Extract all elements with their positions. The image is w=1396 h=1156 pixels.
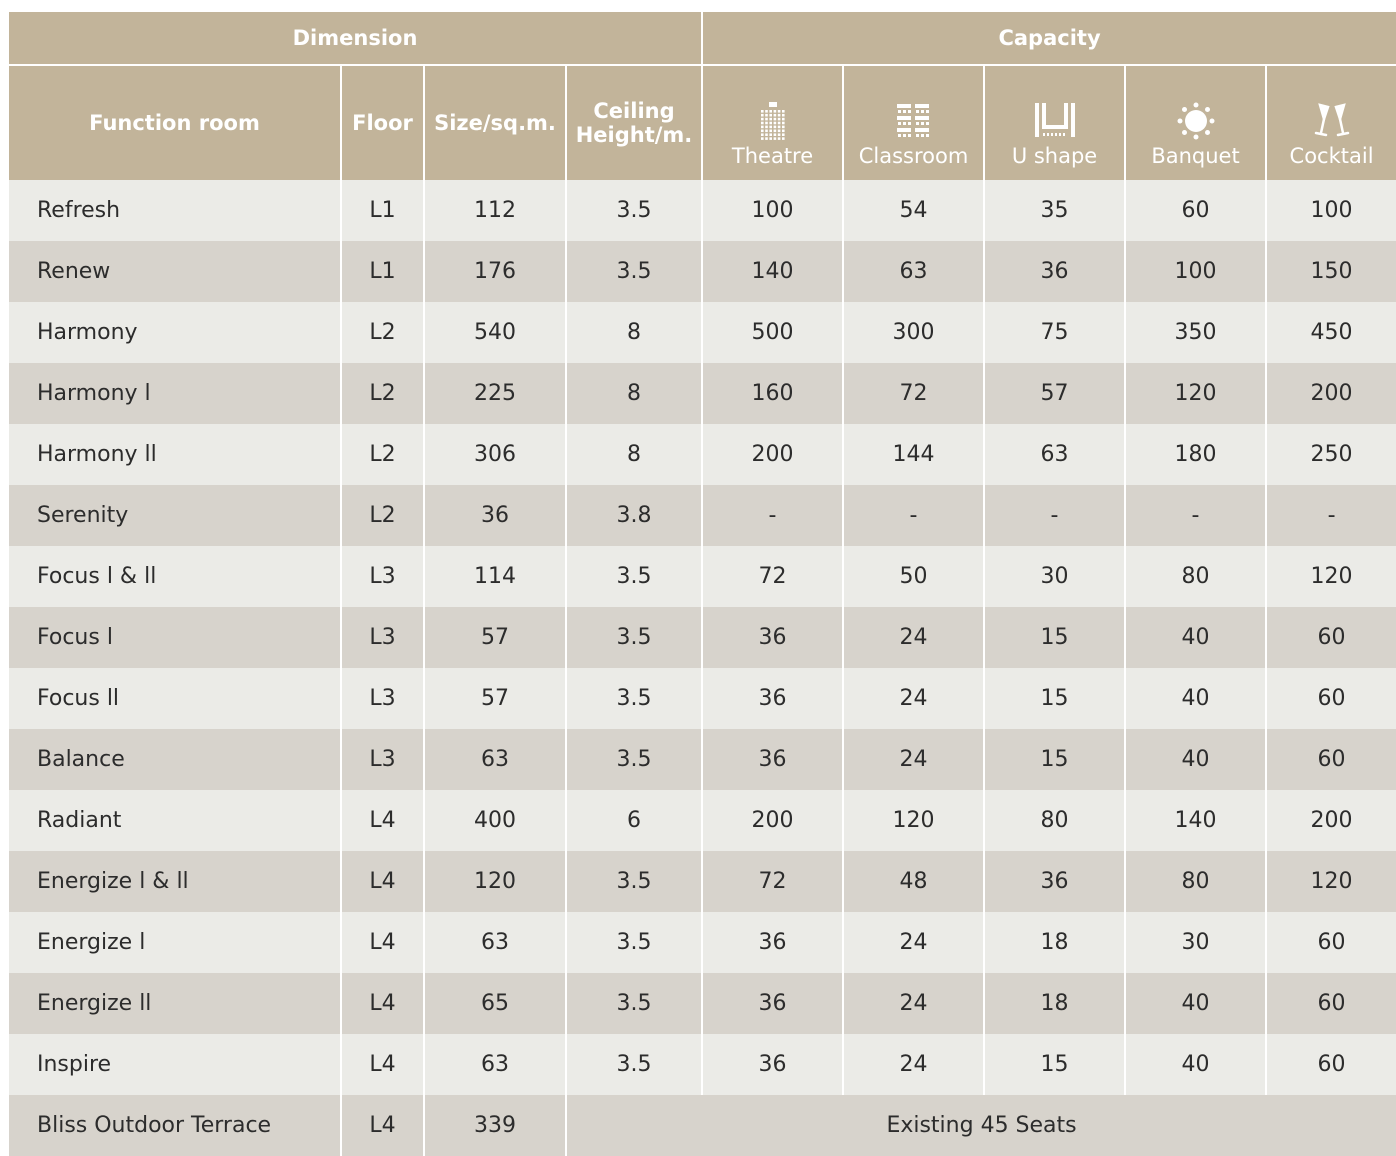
ceiling-cell: 3.5 — [566, 607, 702, 668]
table-row — [9, 241, 1396, 302]
floor-cell: L1 — [341, 241, 424, 302]
u-shape-header — [984, 65, 1125, 180]
column-header-row — [9, 65, 1396, 180]
size-header: Size/sq.m. — [424, 65, 566, 180]
floor-cell: L2 — [341, 485, 424, 546]
size-cell: 400 — [424, 790, 566, 851]
ceiling-cell: 3.8 — [566, 485, 702, 546]
function-room-header: Function room — [9, 65, 341, 180]
room-name-cell: Refresh — [9, 180, 341, 241]
banquet-cell: 100 — [1125, 241, 1266, 302]
u-shape-cell: 18 — [984, 973, 1125, 1034]
floor-cell: L3 — [341, 668, 424, 729]
ceiling-cell: 3.5 — [566, 851, 702, 912]
room-name-cell: Inspire — [9, 1034, 341, 1095]
u-shape-icon — [985, 100, 1124, 140]
table-row — [9, 729, 1396, 790]
u-shape-cell: 30 — [984, 546, 1125, 607]
room-name-cell: Harmony — [9, 302, 341, 363]
size-cell: 57 — [424, 668, 566, 729]
size-cell: 540 — [424, 302, 566, 363]
ceiling-height-header — [566, 65, 702, 180]
banquet-cell: 60 — [1125, 180, 1266, 241]
ceiling-header-line1: Ceiling — [593, 99, 675, 123]
theatre-cell: 36 — [702, 668, 843, 729]
u-shape-cell: 36 — [984, 241, 1125, 302]
ceiling-cell: 6 — [566, 790, 702, 851]
banquet-cell: 40 — [1125, 668, 1266, 729]
u-shape-cell: 35 — [984, 180, 1125, 241]
u-shape-cell: 80 — [984, 790, 1125, 851]
table-row — [9, 973, 1396, 1034]
cocktail-cell: - — [1266, 485, 1396, 546]
dimension-header: Dimension — [9, 12, 702, 65]
room-name-cell: Serenity — [9, 485, 341, 546]
cocktail-cell: 150 — [1266, 241, 1396, 302]
size-cell: 65 — [424, 973, 566, 1034]
banquet-cell: 80 — [1125, 546, 1266, 607]
ceiling-cell: 3.5 — [566, 1034, 702, 1095]
floor-cell: L4 — [341, 1034, 424, 1095]
room-name-cell: Balance — [9, 729, 341, 790]
cocktail-cell: 200 — [1266, 363, 1396, 424]
table-row — [9, 790, 1396, 851]
theatre-cell: 100 — [702, 180, 843, 241]
cocktail-label: Cocktail — [1289, 144, 1374, 168]
banquet-icon — [1126, 100, 1265, 140]
cocktail-cell: 60 — [1266, 729, 1396, 790]
classroom-cell: 300 — [843, 302, 984, 363]
banquet-label: Banquet — [1151, 144, 1240, 168]
banquet-cell: 30 — [1125, 912, 1266, 973]
table-row — [9, 546, 1396, 607]
classroom-cell: 48 — [843, 851, 984, 912]
u-shape-cell: 75 — [984, 302, 1125, 363]
classroom-cell: 72 — [843, 363, 984, 424]
floor-cell: L1 — [341, 180, 424, 241]
table-row — [9, 912, 1396, 973]
size-cell: 57 — [424, 607, 566, 668]
ceiling-cell: 3.5 — [566, 180, 702, 241]
classroom-label: Classroom — [858, 144, 969, 168]
size-cell: 36 — [424, 485, 566, 546]
floor-cell: L2 — [341, 302, 424, 363]
table-row — [9, 363, 1396, 424]
cocktail-cell: 120 — [1266, 546, 1396, 607]
ceiling-cell: 8 — [566, 363, 702, 424]
cocktail-cell: 60 — [1266, 607, 1396, 668]
classroom-cell: 24 — [843, 729, 984, 790]
floor-header: Floor — [341, 65, 424, 180]
cocktail-cell: 100 — [1266, 180, 1396, 241]
room-name-cell: Harmony l — [9, 363, 341, 424]
table-row — [9, 1034, 1396, 1095]
cocktail-icon — [1267, 100, 1396, 140]
classroom-icon — [844, 100, 983, 140]
u-shape-cell: 15 — [984, 729, 1125, 790]
ceiling-cell: 3.5 — [566, 546, 702, 607]
room-name-cell: Focus l & ll — [9, 546, 341, 607]
cocktail-cell: 450 — [1266, 302, 1396, 363]
ceiling-cell: 8 — [566, 424, 702, 485]
floor-cell: L4 — [341, 973, 424, 1034]
u-shape-cell: 18 — [984, 912, 1125, 973]
cocktail-cell: 250 — [1266, 424, 1396, 485]
theatre-cell: 36 — [702, 973, 843, 1034]
size-cell: 63 — [424, 729, 566, 790]
u-shape-cell: 15 — [984, 607, 1125, 668]
size-cell: 225 — [424, 363, 566, 424]
size-cell: 112 — [424, 180, 566, 241]
theatre-cell: 36 — [702, 729, 843, 790]
floor-cell: L2 — [341, 424, 424, 485]
floor-cell: L3 — [341, 607, 424, 668]
ceiling-cell: 3.5 — [566, 912, 702, 973]
table-row — [9, 668, 1396, 729]
classroom-cell: 24 — [843, 607, 984, 668]
banquet-header — [1125, 65, 1266, 180]
floor-cell: L4 — [341, 851, 424, 912]
table-row — [9, 180, 1396, 241]
classroom-cell: 24 — [843, 668, 984, 729]
banquet-cell: 40 — [1125, 729, 1266, 790]
u-shape-cell: 15 — [984, 668, 1125, 729]
classroom-cell: 144 — [843, 424, 984, 485]
table-row — [9, 607, 1396, 668]
u-shape-cell: 63 — [984, 424, 1125, 485]
classroom-cell: 120 — [843, 790, 984, 851]
u-shape-label: U shape — [1011, 144, 1098, 168]
banquet-cell: 40 — [1125, 1034, 1266, 1095]
theatre-label: Theatre — [731, 144, 814, 168]
size-cell: 339 — [424, 1095, 566, 1156]
classroom-cell: 24 — [843, 912, 984, 973]
banquet-cell: 40 — [1125, 607, 1266, 668]
theatre-cell: 500 — [702, 302, 843, 363]
size-cell: 63 — [424, 912, 566, 973]
room-name-cell: Bliss Outdoor Terrace — [9, 1095, 341, 1156]
cocktail-cell: 60 — [1266, 668, 1396, 729]
classroom-cell: 24 — [843, 1034, 984, 1095]
theatre-cell: 160 — [702, 363, 843, 424]
table-row — [9, 851, 1396, 912]
ceiling-cell: 3.5 — [566, 973, 702, 1034]
ceiling-cell: 3.5 — [566, 241, 702, 302]
function-room-capacity-table — [9, 12, 1396, 1156]
theatre-cell: 72 — [702, 546, 843, 607]
theatre-cell: 72 — [702, 851, 843, 912]
banquet-cell: 80 — [1125, 851, 1266, 912]
classroom-cell: 63 — [843, 241, 984, 302]
room-name-cell: Renew — [9, 241, 341, 302]
classroom-header — [843, 65, 984, 180]
banquet-cell: 350 — [1125, 302, 1266, 363]
table-row-bliss — [9, 1095, 1396, 1156]
theatre-icon — [703, 100, 842, 140]
room-name-cell: Focus l — [9, 607, 341, 668]
banquet-cell: 140 — [1125, 790, 1266, 851]
cocktail-cell: 120 — [1266, 851, 1396, 912]
floor-cell: L4 — [341, 1095, 424, 1156]
theatre-cell: 36 — [702, 607, 843, 668]
size-cell: 63 — [424, 1034, 566, 1095]
size-cell: 120 — [424, 851, 566, 912]
theatre-cell: 36 — [702, 912, 843, 973]
floor-cell: L2 — [341, 363, 424, 424]
room-name-cell: Harmony ll — [9, 424, 341, 485]
table-row — [9, 485, 1396, 546]
cocktail-cell: 60 — [1266, 973, 1396, 1034]
classroom-cell: 54 — [843, 180, 984, 241]
theatre-header — [702, 65, 843, 180]
ceiling-cell: 3.5 — [566, 668, 702, 729]
floor-cell: L3 — [341, 729, 424, 790]
u-shape-cell: - — [984, 485, 1125, 546]
cocktail-cell: 60 — [1266, 912, 1396, 973]
classroom-cell: 50 — [843, 546, 984, 607]
size-cell: 176 — [424, 241, 566, 302]
table-row — [9, 302, 1396, 363]
room-name-cell: Focus ll — [9, 668, 341, 729]
ceiling-cell: 8 — [566, 302, 702, 363]
u-shape-cell: 15 — [984, 1034, 1125, 1095]
classroom-cell: 24 — [843, 973, 984, 1034]
room-name-cell: Energize ll — [9, 973, 341, 1034]
ceiling-header-line2: Height/m. — [575, 123, 693, 147]
size-cell: 114 — [424, 546, 566, 607]
size-cell: 306 — [424, 424, 566, 485]
theatre-cell: 140 — [702, 241, 843, 302]
banquet-cell: 180 — [1125, 424, 1266, 485]
theatre-cell: 200 — [702, 424, 843, 485]
floor-cell: L4 — [341, 790, 424, 851]
theatre-cell: - — [702, 485, 843, 546]
room-name-cell: Radiant — [9, 790, 341, 851]
floor-cell: L4 — [341, 912, 424, 973]
theatre-cell: 36 — [702, 1034, 843, 1095]
room-name-cell: Energize l & ll — [9, 851, 341, 912]
banquet-cell: - — [1125, 485, 1266, 546]
header-group-row — [9, 12, 1396, 65]
u-shape-cell: 36 — [984, 851, 1125, 912]
cocktail-cell: 60 — [1266, 1034, 1396, 1095]
cocktail-cell: 200 — [1266, 790, 1396, 851]
classroom-cell: - — [843, 485, 984, 546]
cocktail-header — [1266, 65, 1396, 180]
u-shape-cell: 57 — [984, 363, 1125, 424]
banquet-cell: 120 — [1125, 363, 1266, 424]
room-name-cell: Energize l — [9, 912, 341, 973]
table-body — [9, 180, 1396, 1156]
ceiling-cell: 3.5 — [566, 729, 702, 790]
seats-note-cell: Existing 45 Seats — [566, 1095, 1396, 1156]
capacity-header: Capacity — [702, 12, 1396, 65]
table-row — [9, 424, 1396, 485]
banquet-cell: 40 — [1125, 973, 1266, 1034]
theatre-cell: 200 — [702, 790, 843, 851]
floor-cell: L3 — [341, 546, 424, 607]
